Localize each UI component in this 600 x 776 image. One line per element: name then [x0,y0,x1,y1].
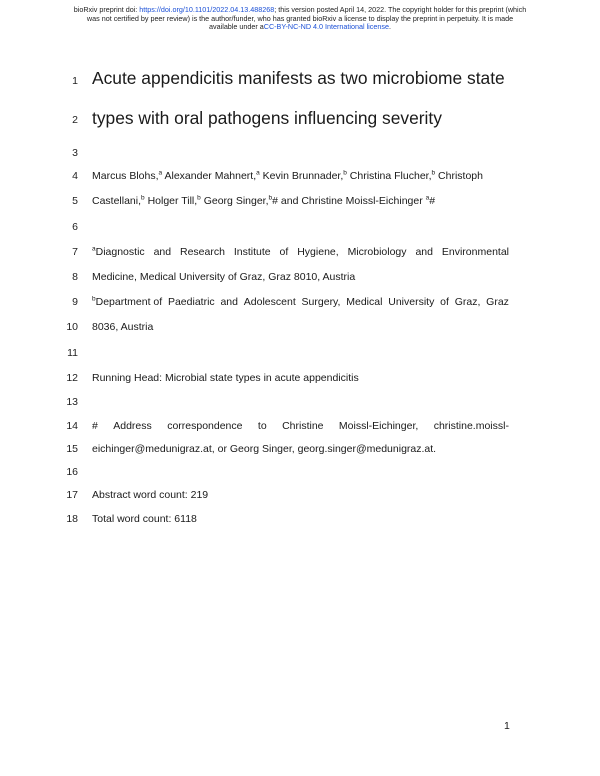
paper-title-line-2: types with oral pathogens influencing severity [92,108,442,128]
preprint-header [0,6,600,32]
line-number: 4 [72,170,78,182]
line-number: 17 [66,489,78,501]
line-number: 3 [72,147,78,159]
paper-title-line-1: Acute appendicitis manifests as two microbiome state [92,68,505,88]
total-word-count: Total word count: 6118 [92,513,197,525]
correspondence-text-2: eichinger@medunigraz.at, or Georg Singer, georg.singer@medunigraz.at. [92,443,437,455]
line-number: 7 [72,246,78,258]
line-number: 16 [66,466,78,478]
abstract-word-count: Abstract word count: 219 [92,489,209,501]
line-number: 2 [72,114,78,126]
line-number: 11 [67,347,78,359]
affiliation-b-text: $^b$Department of Paediatric and Adolescent Surgery, Medical University of Graz, Graz [92,295,509,308]
page-number: 1 [504,720,510,732]
line-number: 18 [66,513,78,525]
line-number: 5 [72,195,78,207]
running-head: Running Head: Microbial state types in acute appendicitis [92,372,359,384]
line-number: 15 [66,443,78,455]
correspondence-text: # Address correspondence to Christine Moissl-Eichinger, christine.moissl- [92,420,509,432]
authors-text-2: Castellani,$^b$ Holger Till,$^b$ Georg Singer,$^b$# and Christine Moissl-Eichinger $^a$# [92,194,436,207]
header-text: bioRxiv preprint doi: [73,5,140,14]
line-number: 14 [66,420,78,432]
header-text: available under a [209,22,264,32]
line-number: 13 [66,396,78,408]
affiliation-a-text-2: Medicine, Medical University of Graz, Graz 8010, Austria [92,271,356,283]
line-number: 8 [72,271,78,283]
doi-link[interactable]: https://doi.org/10.1101/2022.04.13.488268 [139,5,275,14]
line-number: 12 [66,372,78,384]
line-number: 10 [66,321,78,333]
affiliation-a-text: $^a$Diagnostic and Research Institute of Hygiene, Microbiology and Environmental [92,245,509,258]
header-text: was not certified by peer review) is the author/funder, who has granted bioRxiv a license to display the preprint in perpetuity. It is made [86,13,514,23]
line-number: 1 [72,75,78,87]
license-link[interactable]: CC-BY-NC-ND 4.0 International license [263,22,389,32]
affiliation-b-text-2: 8036, Austria [92,321,154,333]
line-number: 6 [72,221,78,233]
authors-text-1: Marcus Blohs,$^a$ Alexander Mahnert,$^a$ Kevin Brunnader,$^b$ Christina Flucher,$^b$ Christoph [92,169,483,182]
header-text: . [388,22,391,32]
header-text: ; this version posted April 14, 2022. The copyright holder for this preprint (which [274,5,527,14]
line-number: 9 [72,296,78,308]
